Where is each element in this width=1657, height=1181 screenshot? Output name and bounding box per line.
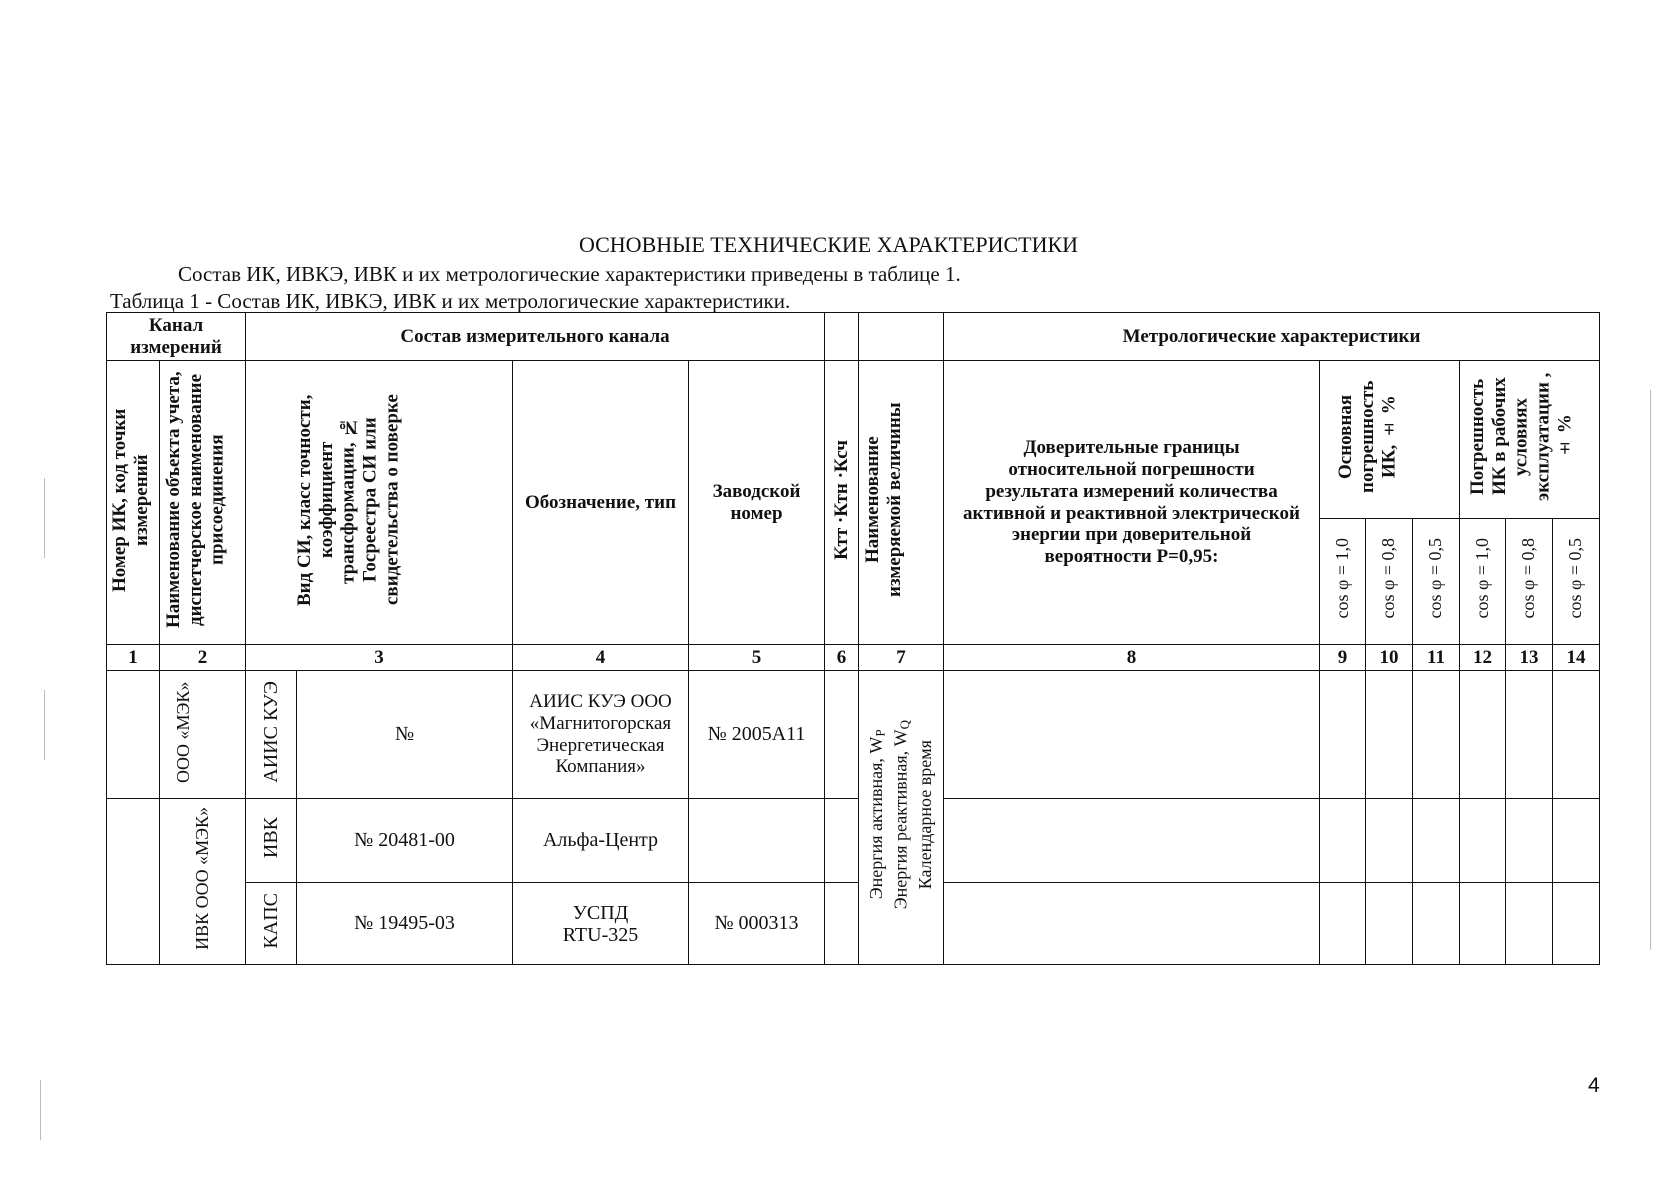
document-title: ОСНОВНЫЕ ТЕХНИЧЕСКИЕ ХАРАКТЕРИСТИКИ: [578, 232, 1079, 257]
kaps-c12: [1460, 883, 1506, 965]
aiis-reg: №: [297, 671, 513, 799]
colnum-10: 10: [1366, 645, 1413, 671]
colnum-8: 8: [944, 645, 1320, 671]
colnum-9: 9: [1320, 645, 1366, 671]
scan-margin-line-right: [1650, 390, 1651, 950]
colnum-7: 7: [859, 645, 944, 671]
ivk-bounds: [944, 799, 1320, 883]
kaps-serial: № 000313: [689, 883, 825, 965]
header-row-titles: [107, 361, 1600, 519]
ivk-number: [107, 799, 160, 965]
kaps-c9: [1320, 883, 1366, 965]
aiis-c14: [1553, 671, 1600, 799]
ivk-type: Альфа-Центр: [513, 799, 689, 883]
header-col4: Обозначение, тип: [513, 361, 689, 645]
header-col7: Наименование измеряемой величины: [859, 361, 944, 645]
aiis-c11: [1413, 671, 1460, 799]
characteristics-table: [106, 312, 1600, 965]
kaps-reg: № 19495-03: [297, 883, 513, 965]
cos-9: cos φ = 1,0: [1320, 519, 1366, 645]
header-col6: Ктт ·Ктн ·Ксч: [825, 361, 859, 645]
header-col5: Заводской номер: [689, 361, 825, 645]
aiis-c12: [1460, 671, 1506, 799]
table-caption: Таблица 1 - Состав ИК, ИВКЭ, ИВК и их метрологические характеристики.: [110, 289, 791, 313]
cos-10: cos φ = 0,8: [1366, 519, 1413, 645]
kaps-c11: [1413, 883, 1460, 965]
aiis-c9: [1320, 671, 1366, 799]
aiis-number: [107, 671, 160, 799]
aiis-ktt: [825, 671, 859, 799]
colnum-2: 2: [160, 645, 246, 671]
header-col2: Наименование объекта учета, диспетчерское наименование присоединения: [160, 361, 246, 645]
header-col1: Номер ИК, код точки измерений: [107, 361, 160, 645]
header-metrology: Метрологические характеристики: [944, 313, 1600, 361]
header-empty-7: [859, 313, 944, 361]
scan-margin-line-left-3: [40, 1080, 41, 1140]
colnum-5: 5: [689, 645, 825, 671]
kaps-type: УСПД RTU-325: [513, 883, 689, 965]
aiis-object: ООО «МЭК»: [160, 671, 246, 799]
header-row-groups: [107, 313, 1600, 361]
colnum-6: 6: [825, 645, 859, 671]
colnum-4: 4: [513, 645, 689, 671]
header-col3: Вид СИ, класс точности, коэффициент трансформации, № Госреестра СИ или свидетельства о поверке: [246, 361, 513, 645]
kaps-c10: [1366, 883, 1413, 965]
column-number-row: [107, 645, 1600, 671]
aiis-kind: АИИС КУЭ: [246, 671, 297, 799]
header-composition: Состав измерительного канала: [246, 313, 825, 361]
kaps-bounds: [944, 883, 1320, 965]
colnum-12: 12: [1460, 645, 1506, 671]
cos-14: cos φ = 0,5: [1553, 519, 1600, 645]
colnum-11: 11: [1413, 645, 1460, 671]
colnum-13: 13: [1506, 645, 1553, 671]
table-row-ivk: [107, 799, 1600, 883]
kaps-kind: КАПС: [246, 883, 297, 965]
aiis-serial: № 2005А11: [689, 671, 825, 799]
header-empty-6: [825, 313, 859, 361]
colnum-1: 1: [107, 645, 160, 671]
ivk-c14: [1553, 799, 1600, 883]
ivk-c11: [1413, 799, 1460, 883]
measured-quantity: Энергия активная, $W_P$ Энергия реактивная, $W_Q$ Календарное время: [859, 671, 944, 965]
ivk-c12: [1460, 799, 1506, 883]
ivk-serial: [689, 799, 825, 883]
ivk-object: ИВК ООО «МЭК»: [160, 799, 246, 965]
colnum-14: 14: [1553, 645, 1600, 671]
ivk-c13: [1506, 799, 1553, 883]
scan-margin-line-left: [44, 478, 45, 558]
cos-12: cos φ = 1,0: [1460, 519, 1506, 645]
scan-margin-line-left-2: [44, 690, 45, 760]
aiis-c13: [1506, 671, 1553, 799]
header-channel: Канал измерений: [107, 313, 246, 361]
kaps-c14: [1553, 883, 1600, 965]
ivk-c10: [1366, 799, 1413, 883]
header-basic-error: Основная погрешность ИК, ± %: [1320, 361, 1460, 519]
ivk-ktt: [825, 799, 859, 883]
cos-13: cos φ = 0,8: [1506, 519, 1553, 645]
aiis-type: АИИС КУЭ ООО «Магнитогорская Энергетическая Компания»: [513, 671, 689, 799]
header-work-error: Погрешность ИК в рабочих условиях эксплуатации , ± %: [1460, 361, 1600, 519]
aiis-c10: [1366, 671, 1413, 799]
table-row-aiis: [107, 671, 1600, 799]
header-col8: Доверительные границы относительной погрешности результата измерений количества активной и реактивной электрической энергии при доверительной вероятности Р=0,95:: [944, 361, 1320, 645]
colnum-3: 3: [246, 645, 513, 671]
ivk-reg: № 20481-00: [297, 799, 513, 883]
ivk-c9: [1320, 799, 1366, 883]
page-number: 4: [1588, 1074, 1600, 1097]
kaps-c13: [1506, 883, 1553, 965]
table-row-kaps: [107, 883, 1600, 965]
kaps-ktt: [825, 883, 859, 965]
ivk-kind: ИВК: [246, 799, 297, 883]
intro-text: Состав ИК, ИВКЭ, ИВК и их метрологические характеристики приведены в таблице 1.: [178, 262, 961, 286]
cos-11: cos φ = 0,5: [1413, 519, 1460, 645]
aiis-bounds: [944, 671, 1320, 799]
